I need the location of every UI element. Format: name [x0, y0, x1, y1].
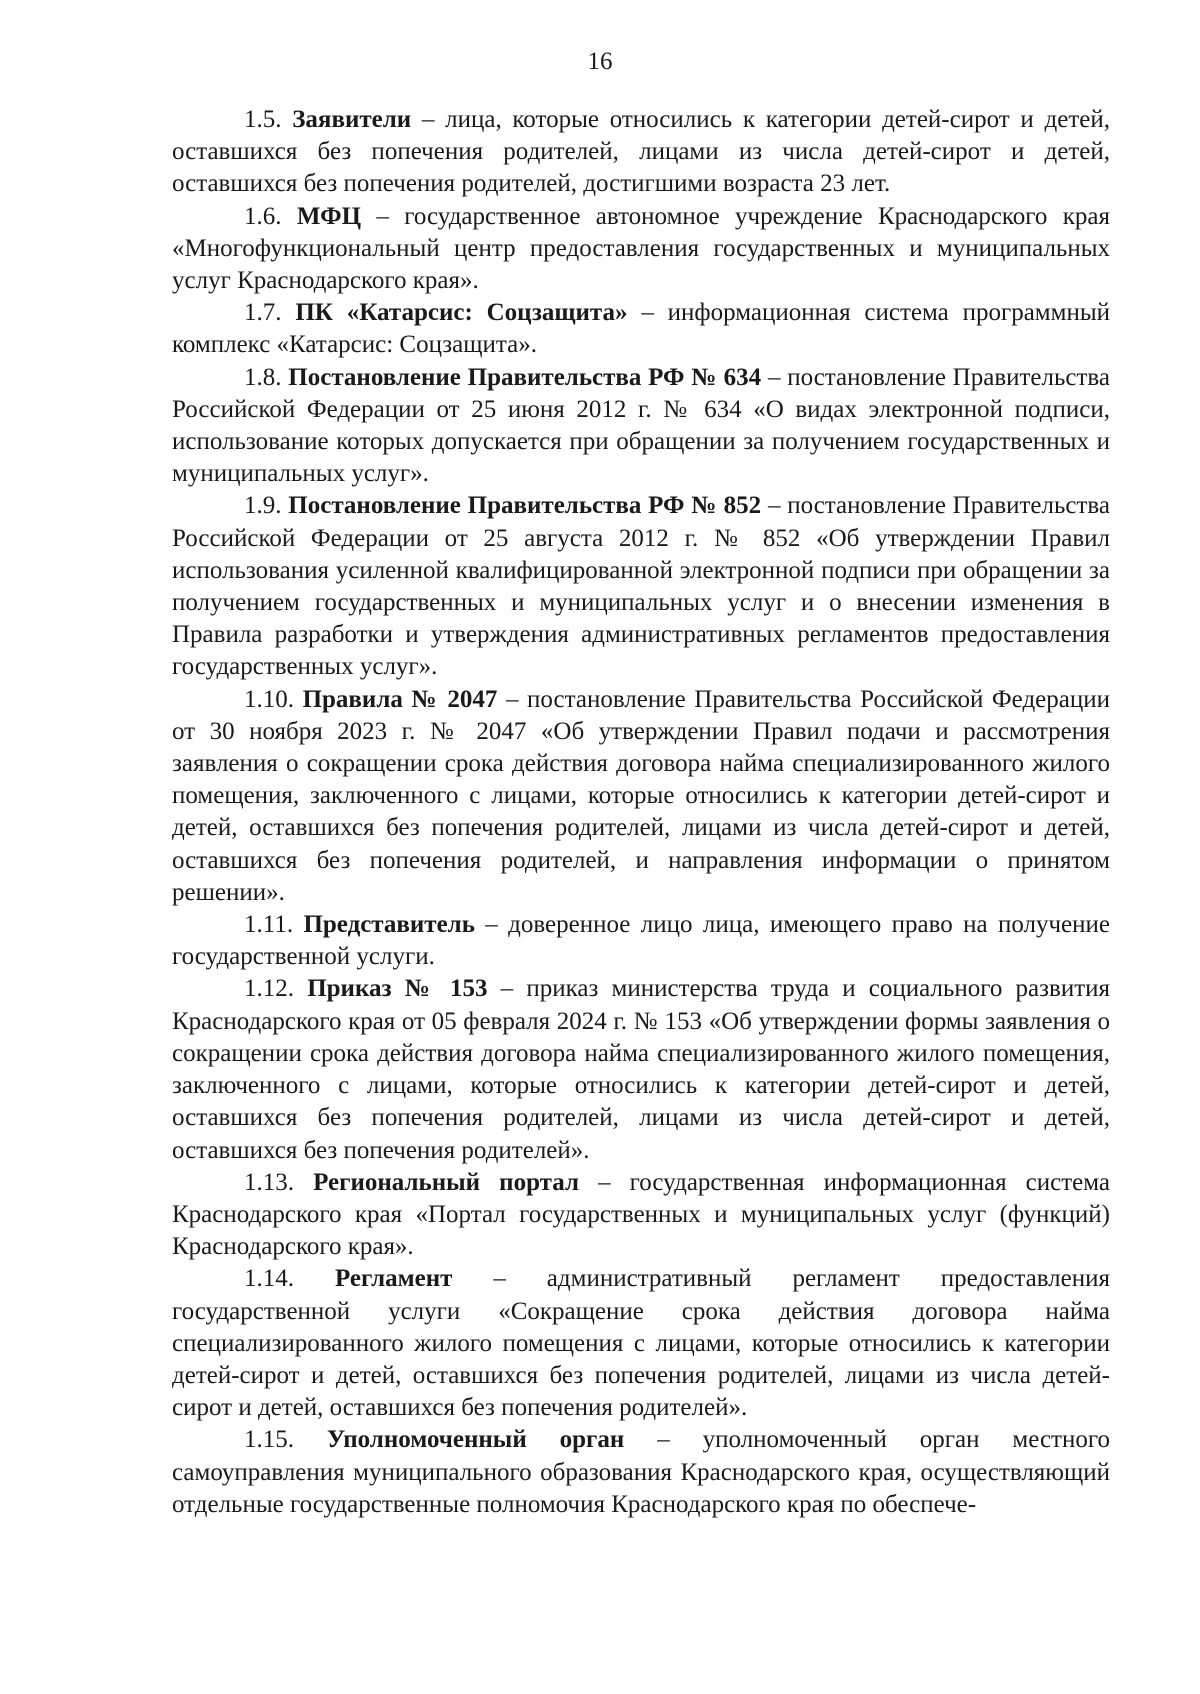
definition-text: – информационная система программный комплекс «Катарсис: Соцзащита».	[172, 299, 1110, 359]
paragraph-1-7	[172, 297, 1110, 361]
definition-text: – уполномоченный орган местного самоуправления муниципального образования Краснодарского края, осуществляющий отдельные государственные полномочия Краснодарского края по обеспече-	[172, 1426, 1110, 1518]
definition-text: – административный регламент предоставления государственной услуги «Сокращение срока действия договора найма специализированного жилого помещения с лицами, которые относились к категории детей-сирот и детей, оставшихся без попечения родителей, лицами из числа детей-сирот и детей, оставшихся без попечения родителей».	[172, 1265, 1110, 1422]
paragraph-number: 1.13.	[244, 1168, 294, 1196]
paragraph-1-5	[172, 104, 1110, 201]
document-body	[172, 104, 1110, 1521]
paragraph-number: 1.11.	[244, 911, 294, 939]
paragraph-number: 1.7.	[244, 299, 282, 327]
paragraph-number: 1.8.	[244, 363, 282, 391]
definition-text: – постановление Правительства Российской Федерации от 25 августа 2012 г. № 852 «Об утверждении Правил использования усиленной квалифицированной электронной подписи при обращении за получением государственных и муниципальных услуг и о внесении изменения в Правила разработки и утверждения административных регламентов предоставления государственных услуг».	[172, 492, 1111, 681]
paragraph-1-15	[172, 1424, 1110, 1521]
defined-term: Региональный портал	[313, 1168, 579, 1196]
defined-term: Постановление Правительства РФ № 852	[288, 492, 762, 520]
defined-term: ПК «Катарсис: Соцзащита»	[295, 299, 628, 327]
defined-term: Заявители	[292, 106, 412, 133]
paragraph-1-8	[172, 362, 1110, 491]
paragraph-number: 1.10.	[244, 685, 294, 713]
paragraph-number: 1.5.	[244, 106, 282, 133]
definition-text: – приказ министерства труда и социального развития Краснодарского края от 05 февраля 2024 г. № 153 «Об утверждении формы заявления о сокращении срока действия договора найма специализированного жилого помещения, заключенного с лицами, которые относились к категории детей-сирот и детей, оставшихся без попечения родителей, лицами из числа детей-сирот и детей, оставшихся без попечения родителей».	[172, 975, 1111, 1164]
paragraph-1-13	[172, 1167, 1110, 1264]
defined-term: Регламент	[334, 1265, 453, 1293]
page-number: 16	[587, 48, 613, 75]
defined-term: Представитель	[303, 911, 475, 939]
paragraph-number: 1.12.	[244, 975, 294, 1003]
definition-text: – постановление Правительства Российской Федерации от 30 ноября 2023 г. № 2047 «Об утверждении Правил подачи и рассмотрения заявления о сокращении срока действия договора найма специализированного жилого помещения, заключенного с лицами, которые относились к категории детей-сирот и детей, оставшихся без попечения родителей, лицами из числа детей-сирот и детей, оставшихся без попечения родителей, и направления информации о принятом решении».	[172, 685, 1111, 906]
definition-text: – постановление Правительства Российской Федерации от 25 июня 2012 г. № 634 «О видах электронной подписи, использование которых допускается при обращении за получением государственных и муниципальных услуг».	[172, 363, 1111, 488]
paragraph-number: 1.14.	[244, 1265, 294, 1293]
paragraph-number: 1.15.	[244, 1426, 294, 1454]
definition-text: – доверенное лицо лица, имеющего право на получение государственной услуги.	[172, 911, 1111, 971]
defined-term: МФЦ	[296, 202, 362, 230]
defined-term: Постановление Правительства РФ № 634	[288, 363, 762, 391]
paragraph-1-12	[172, 973, 1110, 1166]
defined-term: Уполномоченный орган	[326, 1426, 625, 1454]
paragraph-1-9	[172, 490, 1110, 683]
definition-text: – государственная информационная система Краснодарского края «Портал государственных и муниципальных услуг (функций) Краснодарского края».	[172, 1168, 1110, 1261]
paragraph-number: 1.9.	[244, 492, 282, 520]
definition-text: – лица, которые относились к категории детей-сирот и детей, оставшихся без попечения родителей, лицами из числа детей-сирот и детей, оставшихся без попечения родителей, достигшими возраста 23 лет.	[172, 106, 1110, 198]
paragraph-1-6	[172, 201, 1110, 298]
definition-text: – государственное автономное учреждение Краснодарского края «Многофункциональный центр предоставления государственных и муниципальных услуг Краснодарского края».	[172, 202, 1111, 295]
defined-term: Правила № 2047	[302, 685, 498, 713]
paragraph-1-11	[172, 909, 1110, 973]
paragraph-1-14	[172, 1263, 1110, 1424]
paragraph-number: 1.6.	[244, 202, 282, 230]
defined-term: Приказ № 153	[307, 975, 488, 1003]
paragraph-1-10	[172, 684, 1110, 909]
